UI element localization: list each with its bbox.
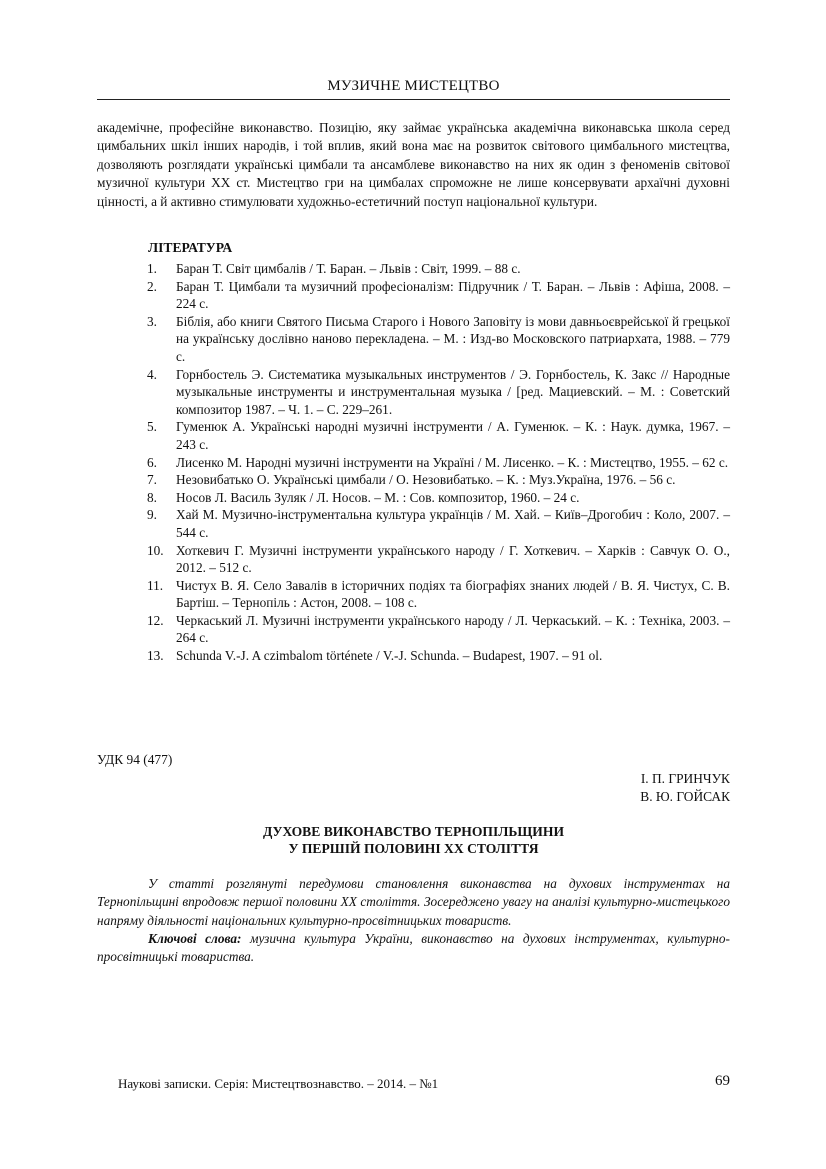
reference-text: Баран Т. Цимбали та музичний професіоналізм: Підручник / Т. Баран. – Львів : Афіша, 2008. – 224 с. (176, 278, 730, 312)
reference-item (97, 260, 730, 278)
body-paragraph: академічне, професійне виконавство. Позицію, яку займає українська академічна виконавська школа серед цимбальних шкіл інших народів, і той вплив, який вона має на розвиток світового цимбального мистецтва, дозволяють розглядати українські цимбали та ансамблеве виконавство на них як один з феноменів світової музичної культури ХХ ст. Мистецтво гри на цимбалах спроможне не лише консервувати архаїчні духовні цінності, а й активно стимулювати художньо-естетичний поступ національної культури. (97, 120, 730, 209)
reference-item (97, 278, 730, 313)
reference-item (97, 612, 730, 647)
reference-text: Горнбостель Э. Систематика музыкальных инструментов / Э. Горнбостель, К. Закс // Народные музыкальные инструменты и инструментальная музыка / [ред. Мациевский. – М. : Советский композитор 1987. – Ч. 1. – С. 229–261. (176, 366, 730, 417)
reference-text: Чистух В. Я. Село Завалів в історичних подіях та біографіях знаних людей / В. Я. Чистух, С. В. Бартіш. – Тернопіль : Астон, 2008. – 108 с. (176, 577, 730, 611)
reference-item (97, 506, 730, 541)
reference-number: 10. (147, 542, 164, 558)
reference-number: 8. (147, 489, 157, 505)
reference-number: 9. (147, 507, 157, 523)
reference-number: 2. (147, 278, 157, 294)
reference-text: Schunda V.-J. A czimbalom története / V.-J. Schunda. – Budapest, 1907. – 91 ol. (176, 648, 603, 664)
reference-item (97, 471, 730, 489)
reference-text: Черкаський Л. Музичні інструменти українського народу / Л. Черкаський. – К. : Техніка, 2003. – 264 с. (176, 612, 730, 646)
header-rule (97, 99, 730, 100)
article-title-line: У ПЕРШІЙ ПОЛОВИНІ ХХ СТОЛІТТЯ (288, 840, 539, 856)
reference-number: 4. (147, 366, 157, 382)
reference-text: Хай М. Музично-інструментальна культура українців / М. Хай. – Київ–Дрогобич : Коло, 2007. – 544 с. (176, 507, 730, 540)
keywords-text: музична культура України, виконавство на духових інструментах, культурно-просвітницькі товариства. (97, 931, 730, 965)
reference-number: 13. (147, 648, 164, 664)
reference-number: 3. (147, 313, 157, 329)
reference-number: 7. (147, 472, 157, 488)
reference-item (97, 647, 730, 665)
author-name: І. П. ГРИНЧУК (640, 771, 730, 786)
reference-text: Хоткевич Г. Музичні інструменти українського народу / Г. Хоткевич. – Харків : Савчук О. О., 2012. – 512 с. (176, 542, 730, 576)
authors-block (640, 770, 730, 806)
article-title (97, 824, 730, 857)
reference-text: Баран Т. Світ цимбалів / Т. Баран. – Львів : Світ, 1999. – 88 с. (176, 261, 521, 276)
reference-item (97, 542, 730, 577)
article-abstract: У статті розглянуті передумови становлення виконавства на духових інструментах на Тернопільщині впродовж першої половини ХХ століття. Зосереджено увагу на аналізі культурно-мистецького напряму діяльності національних культурно-просвітницьких товариств. (97, 876, 730, 928)
footer-journal: Наукові записки. Серія: Мистецтвознавство. – 2014. – №1 (118, 1076, 439, 1091)
article-title-line: ДУХОВЕ ВИКОНАВСТВО ТЕРНОПІЛЬЩИНИ (262, 824, 565, 839)
reference-item (97, 489, 730, 507)
page-number: 69 (715, 1073, 730, 1089)
reference-item (97, 577, 730, 612)
author-name: В. Ю. ГОЙСАК (640, 789, 730, 804)
literature-heading: ЛІТЕРАТУРА (148, 240, 233, 255)
reference-number: 1. (147, 261, 157, 276)
reference-text: Біблія, або книги Святого Письма Старого і Нового Заповіту із мови давньоєврейської й грецької на українську дослівно наново перекладена. – М. : Изд-во Московского патриархата, 1988. – 779 с. (176, 313, 730, 364)
reference-text: Лисенко М. Народні музичні інструменти на Україні / М. Лисенко. – К. : Мистецтво, 1955. – 62 с. (176, 454, 729, 470)
reference-item (97, 313, 730, 366)
reference-number: 12. (147, 612, 164, 628)
reference-number: 5. (147, 419, 157, 435)
keywords-label: Ключові слова: (148, 931, 242, 946)
reference-text: Носов Л. Василь Зуляк / Л. Носов. – М. : Сов. композитор, 1960. – 24 с. (176, 489, 580, 505)
keywords (97, 930, 730, 967)
reference-item (97, 454, 730, 472)
running-header: МУЗИЧНЕ МИСТЕЦТВО (327, 78, 500, 94)
udk-code: УДК 94 (477) (97, 752, 173, 767)
reference-text: Гуменюк А. Українські народні музичні інструменти / А. Гуменюк. – К. : Наук. думка, 1967. – 243 с. (176, 419, 730, 452)
reference-list (97, 260, 730, 665)
reference-item (97, 366, 730, 419)
reference-number: 6. (147, 454, 157, 470)
reference-number: 11. (147, 577, 164, 593)
reference-text: Незовибатько О. Українські цимбали / О. Незовибатько. – К. : Муз.Україна, 1976. – 56 с. (176, 472, 676, 488)
reference-item (97, 418, 730, 453)
